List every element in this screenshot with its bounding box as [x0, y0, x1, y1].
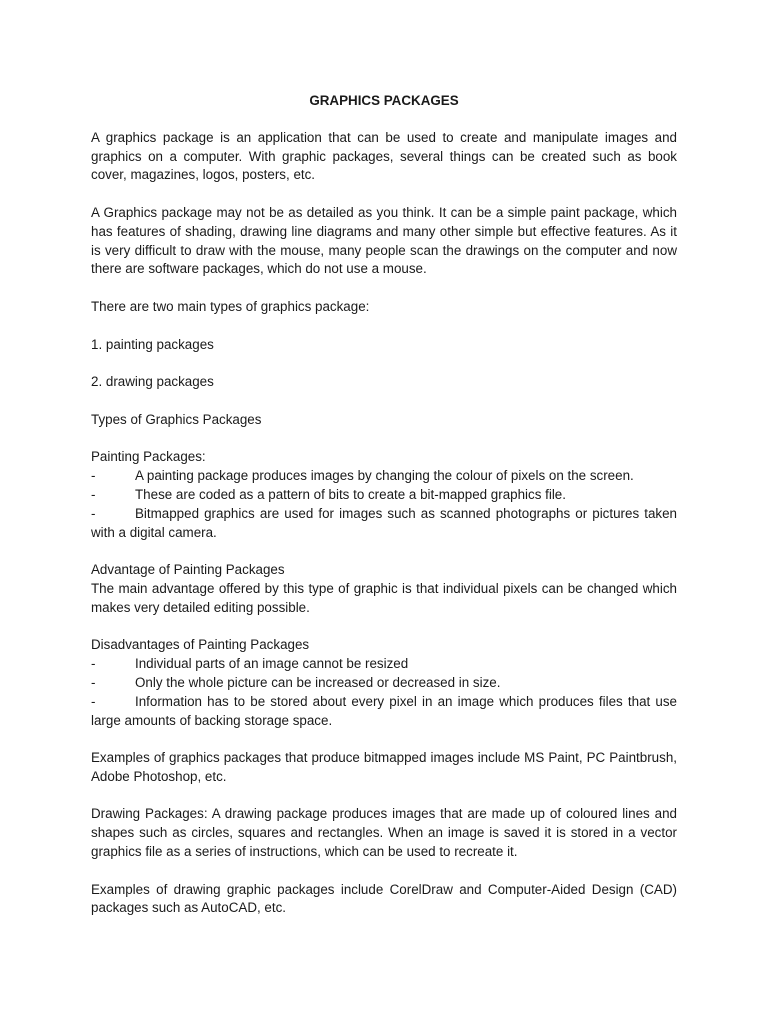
document-title: GRAPHICS PACKAGES [309, 93, 459, 108]
document-body [91, 92, 677, 918]
painting-bullet: - A painting package produces images by changing the colour of pixels on the screen. [91, 468, 634, 484]
disadvantage-bullet: - Only the whole picture can be increased or decreased in size. [91, 674, 501, 690]
disadvantage-bullet: - Individual parts of an image cannot be resized [91, 656, 409, 672]
painting-bullet: - Bitmapped graphics are used for images such as scanned photographs or pictures taken [91, 505, 677, 521]
advantage-heading: Advantage of Painting Packages [91, 562, 285, 578]
types-intro: There are two main types of graphics package: [91, 298, 370, 314]
disadvantages-heading: Disadvantages of Painting Packages [91, 637, 310, 653]
disadvantage-bullet-continued: large amounts of backing storage space. [91, 712, 333, 728]
painting-heading: Painting Packages: [91, 449, 206, 465]
types-heading: Types of Graphics Packages [91, 411, 262, 427]
intro-paragraph: A graphics package is an application that can be used to create and manipulate images and graphics on a computer. With graphic packages, several things can be created such as book cover, magazines, logos, posters, etc. [91, 129, 677, 183]
drawing-packages-paragraph: Drawing Packages: A drawing package produces images that are made up of coloured lines and shapes such as circles, squares and rectangles. When an image is saved it is stored in a vector graphics file as a series of instructions, which can be used to recreate it. [91, 806, 677, 860]
disadvantage-bullet: - Information has to be stored about every pixel in an image which produces files that use [91, 693, 677, 709]
detail-paragraph: A Graphics package may not be as detailed as you think. It can be a simple paint package, which has features of shading, drawing line diagrams and many other simple but effective features. As it is very difficult to draw with the mouse, many people scan the drawings on the computer and now there are software packages, which do not use a mouse. [91, 204, 677, 277]
drawing-examples-paragraph: Examples of drawing graphic packages include CorelDraw and Computer-Aided Design (CAD) packages such as AutoCAD, etc. [91, 881, 677, 916]
painting-bullet-continued: with a digital camera. [91, 524, 217, 540]
bitmap-examples-paragraph: Examples of graphics packages that produce bitmapped images include MS Paint, PC Paintbrush, Adobe Photoshop, etc. [91, 750, 677, 784]
list-item-painting: 1. painting packages [91, 336, 214, 352]
list-item-drawing: 2. drawing packages [91, 374, 214, 390]
painting-bullet: - These are coded as a pattern of bits to create a bit-mapped graphics file. [91, 486, 566, 502]
advantage-text: The main advantage offered by this type of graphic is that individual pixels can be changed which makes very detailed editing possible. [91, 580, 677, 615]
